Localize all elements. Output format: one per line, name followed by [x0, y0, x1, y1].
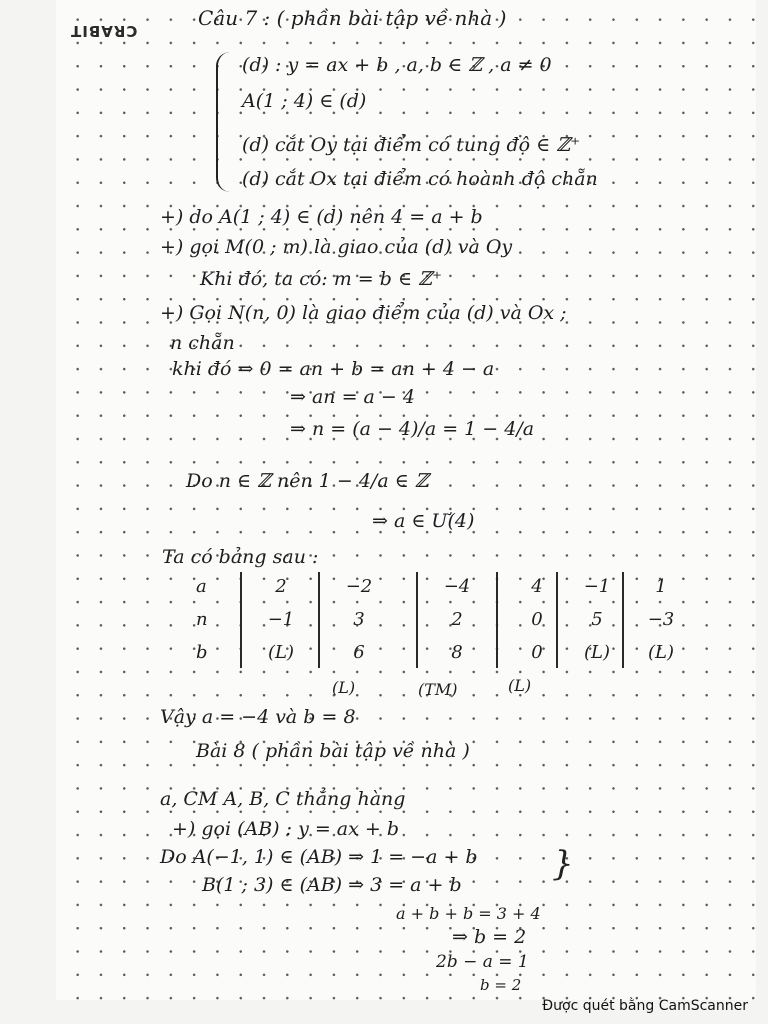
cell-b: (L) — [268, 642, 294, 663]
cell-n: 2 — [451, 609, 463, 630]
cell-n: 3 — [353, 609, 365, 630]
table-divider — [240, 572, 242, 668]
solution-line-5: n chẵn — [170, 332, 235, 354]
solution-line-3: Khi đó, ta có: m = b ∈ ℤ⁺ — [200, 268, 442, 290]
cell-b: 0 — [531, 642, 543, 663]
notebook-brand-logo: CRABIT — [70, 22, 138, 40]
solution-line-2: +) gọi M(0 ; m) là giao của (d) và Oy — [160, 236, 513, 258]
row-label-b: b — [196, 642, 208, 663]
bai8-title: Bài 8 ( phần bài tập về nhà ) — [196, 740, 470, 762]
bai8-line-1: a, CM A, B, C thẳng hàng — [160, 788, 406, 810]
solution-line-8: ⇒ n = (a − 4)/a = 1 − 4/a — [290, 418, 535, 440]
cell-b: (L) — [584, 642, 610, 663]
solution-line-7: ⇒ an = a − 4 — [290, 386, 415, 408]
column-note: (L) — [508, 676, 532, 695]
table-divider — [622, 572, 624, 668]
bai8-line-3: Do A(−1, 1) ∈ (AB) ⇒ 1 = −a + b — [160, 846, 478, 868]
cell-n: 5 — [591, 609, 603, 630]
system-line-1: (d) : y = ax + b , a, b ∈ ℤ , a ≠ 0 — [242, 54, 552, 76]
cell-n: −1 — [267, 609, 295, 630]
table-column — [324, 570, 394, 670]
system-line-2: A(1 ; 4) ∈ (d) — [242, 90, 367, 112]
cell-n: 0 — [531, 609, 543, 630]
cell-a: 2 — [275, 576, 287, 597]
bai8-line-2: +) gọi (AB) : y = ax + b — [172, 818, 400, 840]
system-line-4: (d) cắt Ox tại điểm có hoành độ chẵn — [242, 168, 598, 190]
bai8-line-6: ⇒ b = 2 — [452, 926, 527, 948]
system-brace — [216, 52, 236, 192]
column-note: (L) — [332, 678, 356, 697]
table-column — [626, 570, 696, 670]
solution-line-4: +) Gọi N(n, 0) là giao điểm của (d) và Ox ; — [160, 302, 567, 324]
value-table — [196, 570, 696, 670]
table-divider — [556, 572, 558, 668]
row-label-a: a — [196, 576, 207, 597]
cell-n: −3 — [647, 609, 675, 630]
solution-line-11: Ta có bảng sau : — [162, 546, 319, 568]
question-brace: } — [552, 844, 574, 884]
cell-a: −1 — [583, 576, 611, 597]
cau7-title: Câu 7 : ( phần bài tập về nhà ) — [198, 6, 507, 30]
bai8-line-7: 2b − a = 1 — [436, 952, 529, 972]
row-label-n: n — [196, 609, 208, 630]
cell-a: 1 — [655, 576, 667, 597]
bai8-line-5: a + b + b = 3 + 4 — [396, 904, 541, 923]
scanner-watermark: Được quét bằng CamScanner — [542, 998, 748, 1014]
cell-a: −4 — [443, 576, 471, 597]
solution-line-6: khi đó ⇒ 0 = an + b = an + 4 − a — [172, 358, 495, 380]
column-note: (TM) — [418, 680, 458, 699]
cell-a: 4 — [531, 576, 543, 597]
system-line-3: (d) cắt Oy tại điểm có tung độ ∈ ℤ⁺ — [242, 134, 581, 156]
cell-b: 8 — [451, 642, 463, 663]
table-column — [422, 570, 492, 670]
table-divider — [318, 572, 320, 668]
solution-line-9: Do n ∈ ℤ nên 1 − 4/a ∈ ℤ — [186, 470, 429, 492]
table-column — [246, 570, 316, 670]
cell-a: −2 — [345, 576, 373, 597]
conclusion: Vậy a = −4 và b = 8 — [160, 706, 356, 728]
bai8-line-8: b = 2 — [480, 976, 522, 994]
bai8-line-4: B(1 ; 3) ∈ (AB) ⇒ 3 = a + b — [202, 874, 462, 896]
table-divider — [496, 572, 498, 668]
solution-line-1: +) do A(1 ; 4) ∈ (d) nên 4 = a + b — [160, 206, 483, 228]
cell-b: 6 — [353, 642, 365, 663]
solution-line-10: ⇒ a ∈ Ư(4) — [372, 510, 475, 532]
cell-b: (L) — [648, 642, 674, 663]
table-divider — [416, 572, 418, 668]
